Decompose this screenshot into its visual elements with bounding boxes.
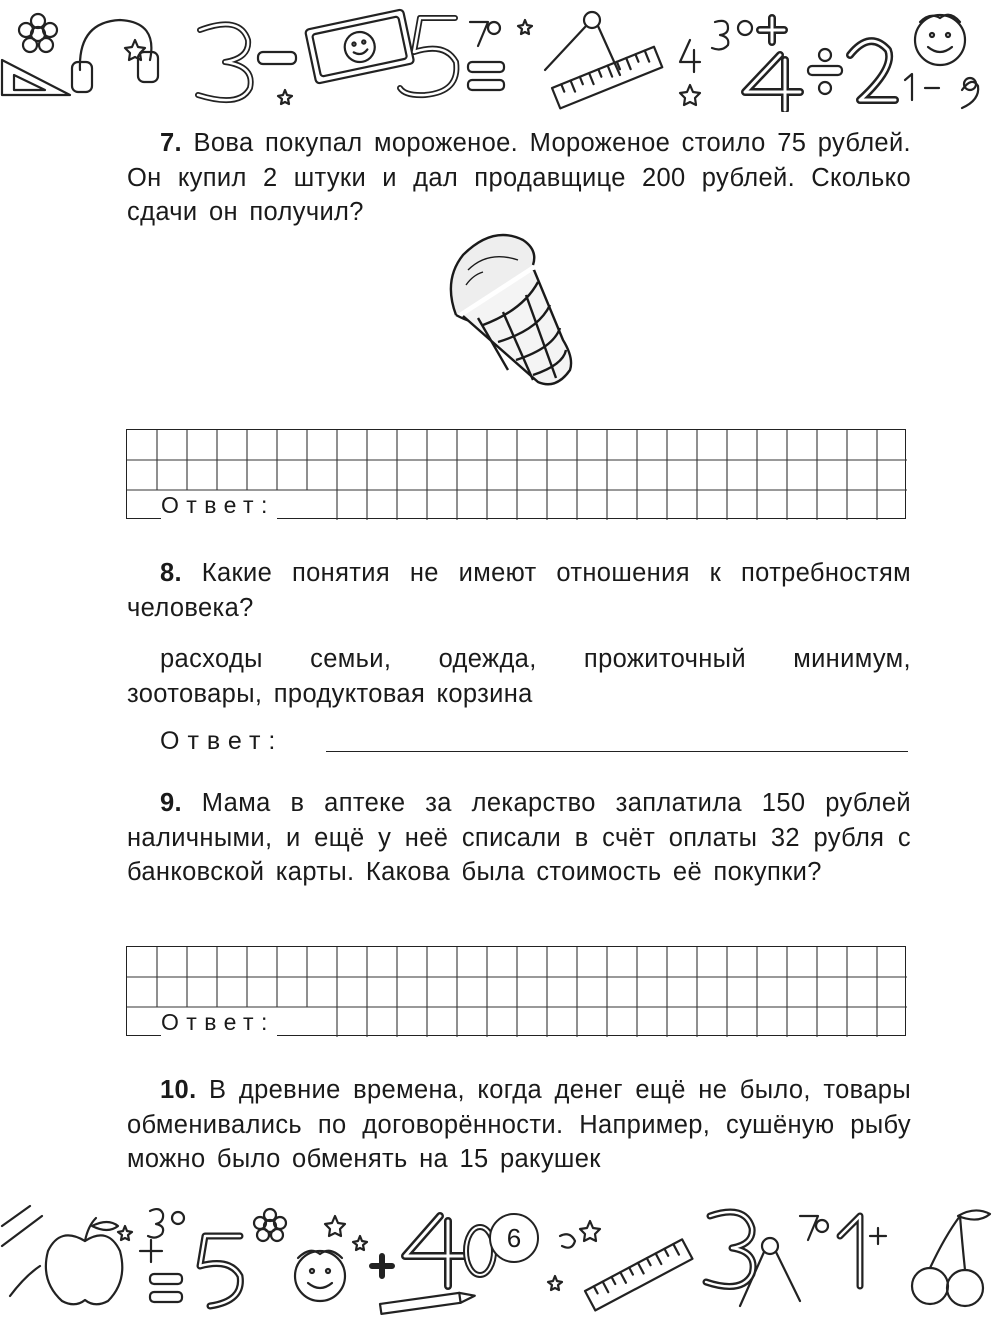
- flower-icon: [19, 14, 57, 52]
- answer-line-2[interactable]: [326, 751, 908, 752]
- problem-7-number: 7.: [160, 129, 182, 157]
- answer-grid-2[interactable]: [126, 946, 906, 1036]
- answer-label-2: Ответ:: [160, 727, 284, 755]
- minus-icon: [258, 52, 296, 64]
- ice-cream-cone-icon: [438, 220, 588, 388]
- smiley-icon: [342, 29, 378, 65]
- top-decorative-border: [0, 0, 1000, 112]
- problem-8: [127, 556, 911, 625]
- problem-9-number: 9.: [160, 789, 182, 817]
- cherries-icon: [912, 1210, 990, 1306]
- number-5-icon: [400, 18, 456, 95]
- triangle-ruler-icon: [2, 60, 70, 95]
- problem-7: [127, 126, 911, 230]
- smiley-icon: [295, 1251, 345, 1301]
- problem-7-text: Вова покупал мороженое. Мороженое стоило 75 рублей. Он купил 2 штуки и дал продавщице 200 рублей. Сколько сдачи он получил?: [127, 129, 911, 226]
- flower-icon: [254, 1209, 286, 1241]
- problem-9-text: Мама в аптеке за лекарство заплатила 150 рублей наличными, и ещё у неё списали в счёт оплаты 32 рубля с банковской карты. Какова была стоимость её покупки?: [127, 789, 912, 886]
- problem-10-number: 10.: [160, 1076, 197, 1104]
- problem-8-number: 8.: [160, 559, 182, 587]
- ruler-icon: [585, 1239, 692, 1310]
- problem-8-options: [127, 642, 911, 711]
- problem-10: [127, 1073, 911, 1177]
- problem-8-text: Какие понятия не имеют отношения к потребностям человека?: [127, 559, 911, 622]
- problem-9: [127, 786, 911, 890]
- apple-icon: [46, 1218, 122, 1304]
- answer-label-3: Ответ:: [161, 1009, 275, 1035]
- answer-grid-1[interactable]: [126, 429, 906, 519]
- equals-icon: [468, 62, 504, 72]
- number-4-icon: [405, 1216, 465, 1286]
- problem-8-options-text: расходы семьи, одежда, прожиточный минимум, зоотовары, продуктовая корзина: [127, 645, 911, 708]
- headphones-icon: [72, 20, 158, 92]
- problem-10-text: В древние времена, когда денег ещё не было, товары обменивались по договорённости. Например, сушёную рыбу можно было обменять на 15 ракушек: [127, 1076, 911, 1173]
- star-icon: [125, 40, 145, 60]
- pencil-icon: [380, 1291, 475, 1314]
- smiley-icon: [915, 15, 965, 65]
- banknote-icon: [305, 9, 414, 84]
- number-1-icon: [905, 74, 912, 100]
- ruler-icon: [552, 47, 662, 109]
- page-number: 6: [489, 1213, 539, 1263]
- division-icon: [808, 49, 842, 94]
- answer-label-1: Ответ:: [161, 492, 275, 518]
- number-3-icon: [706, 1212, 753, 1287]
